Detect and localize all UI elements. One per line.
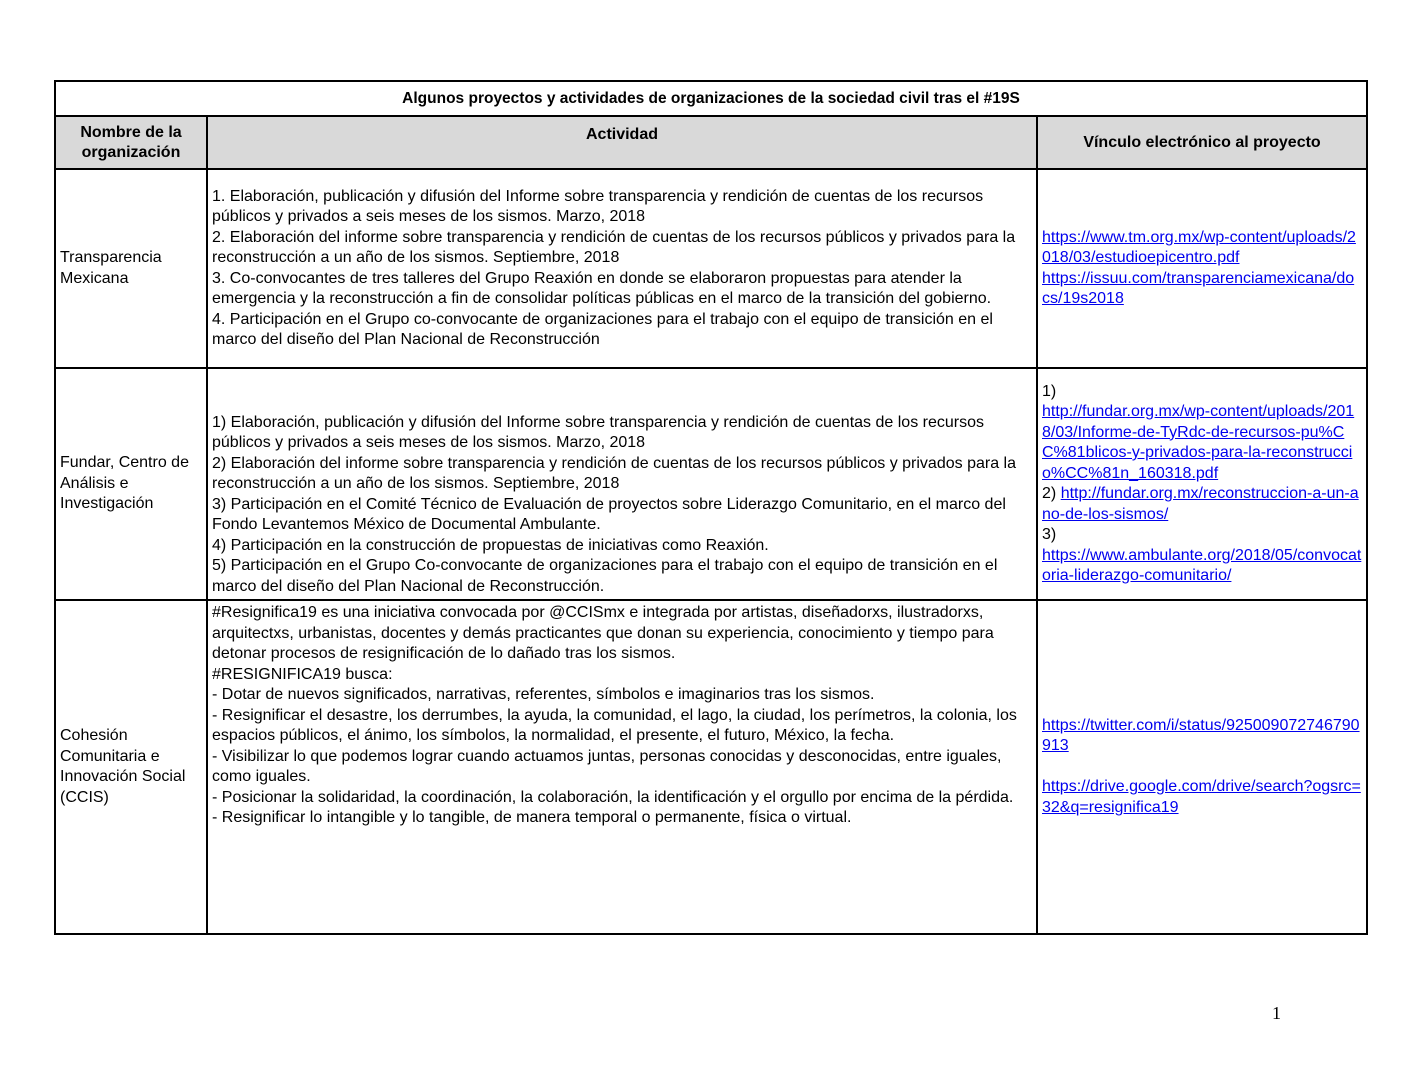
header-link: Vínculo electrónico al proyecto <box>1037 116 1367 169</box>
header-activity: Actividad <box>207 116 1037 169</box>
activity-item: - Posicionar la solidaridad, la coordinación, la colaboración, la identificación y el orgullo por encima de la pérdida. <box>212 788 1014 806</box>
project-link[interactable]: https://www.tm.org.mx/wp-content/uploads/2018/03/estudioepicentro.pdf <box>1042 228 1356 266</box>
activity-item: - Visibilizar lo que podemos lograr cuando actuamos juntas, personas conocidas y desconocidas, entre iguales, como iguales. <box>212 747 1002 785</box>
activity-item: 3. Co-convocantes de tres talleres del Grupo Reaxión en donde se elaboraron propuestas para atender la emergencia y la reconstrucción a fin de consolidar políticas públicas en el marco de la transición del gobierno. <box>212 269 992 307</box>
activity-item: #RESIGNIFICA19 busca: <box>212 665 393 683</box>
table-title: Algunos proyectos y actividades de organizaciones de la sociedad civil tras el #19S <box>55 81 1367 116</box>
table-row <box>55 600 1367 934</box>
activity-item: 2) Elaboración del informe sobre transparencia y rendición de cuentas de los recursos públicos y privados para la reconstrucción a un año de los sismos. Septiembre, 2018 <box>212 454 1016 492</box>
activity-item: 1. Elaboración, publicación y difusión del Informe sobre transparencia y rendición de cuentas de los recursos públicos y privados a seis meses de los sismos. Marzo, 2018 <box>212 187 984 225</box>
link-prefix: 1) <box>1042 382 1057 400</box>
page-number: 1 <box>1272 1003 1281 1023</box>
organization-name: Cohesión Comunitaria e Innovación Social (CCIS) <box>55 600 207 934</box>
link-cell <box>1037 600 1367 934</box>
activity-item: 2. Elaboración del informe sobre transparencia y rendición de cuentas de los recursos públicos y privados para la reconstrucción a un año de los sismos. Septiembre, 2018 <box>212 228 1016 266</box>
activity-item: 3) Participación en el Comité Técnico de Evaluación de proyectos sobre Liderazgo Comunitario, en el marco del Fondo Levantemos México de Documental Ambulante. <box>212 495 1006 533</box>
activity-cell <box>207 368 1037 600</box>
activity-cell <box>207 600 1037 934</box>
activity-item: - Resignificar el desastre, los derrumbes, la ayuda, la comunidad, el lago, la ciudad, los perímetros, la colonia, los espacios públicos, el ánimo, los símbolos, la normalidad, el presente, el futuro, México, la fecha. <box>212 706 1017 744</box>
activity-item: #Resignifica19 es una iniciativa convocada por @CCISmx e integrada por artistas, diseñadorxs, ilustradorxs, arquitectxs, urbanistas, docentes y demás practicantes que donan su experiencia, conocimiento y tiempo para detonar procesos de resignificación de lo dañado tras los sismos. <box>212 604 994 662</box>
activity-cell <box>207 169 1037 368</box>
link-cell <box>1037 169 1367 368</box>
project-link[interactable]: http://fundar.org.mx/reconstruccion-a-un-ano-de-los-sismos/ <box>1042 485 1359 523</box>
organization-name: Transparencia Mexicana <box>55 169 207 368</box>
activity-item: 1) Elaboración, publicación y difusión del Informe sobre transparencia y rendición de cuentas de los recursos públicos y privados a seis meses de los sismos. Marzo, 2018 <box>212 413 984 451</box>
activity-item: 4. Participación en el Grupo co-convocante de organizaciones para el trabajo con el equipo de transición en el marco del diseño del Plan Nacional de Reconstrucción <box>212 310 993 348</box>
projects-table <box>54 80 1368 935</box>
activity-item: 4) Participación en la construcción de propuestas de iniciativas como Reaxión. <box>212 536 769 554</box>
table-row <box>55 368 1367 600</box>
project-link[interactable]: https://twitter.com/i/status/925009072746790913 <box>1042 716 1360 755</box>
project-link[interactable]: https://drive.google.com/drive/search?ogsrc=32&q=resignifica19 <box>1042 778 1361 816</box>
project-link[interactable]: https://www.ambulante.org/2018/05/convocatoria-liderazgo-comunitario/ <box>1042 546 1362 584</box>
project-link[interactable]: https://issuu.com/transparenciamexicana/docs/19s2018 <box>1042 269 1355 307</box>
header-organization: Nombre de la organización <box>55 116 207 169</box>
link-cell <box>1037 368 1367 600</box>
organization-name: Fundar, Centro de Análisis e Investigación <box>55 368 207 600</box>
activity-item: 5) Participación en el Grupo Co-convocante de organizaciones para el trabajo con el equipo de transición en el marco del diseño del Plan Nacional de Reconstrucción. <box>212 557 998 595</box>
activity-item: - Resignificar lo intangible y lo tangible, de manera temporal o permanente, física o virtual. <box>212 809 852 826</box>
table-row <box>55 169 1367 368</box>
activity-item: - Dotar de nuevos significados, narrativas, referentes, símbolos e imaginarios tras los sismos. <box>212 686 875 703</box>
link-prefix: 3) <box>1042 526 1057 543</box>
project-link[interactable]: http://fundar.org.mx/wp-content/uploads/2018/03/Informe-de-TyRdc-de-recursos-pu%CC%81blicos-y-privados-para-la-reconstruccio%CC%81n_160318.pdf <box>1042 403 1355 482</box>
link-prefix: 2) <box>1042 485 1057 502</box>
